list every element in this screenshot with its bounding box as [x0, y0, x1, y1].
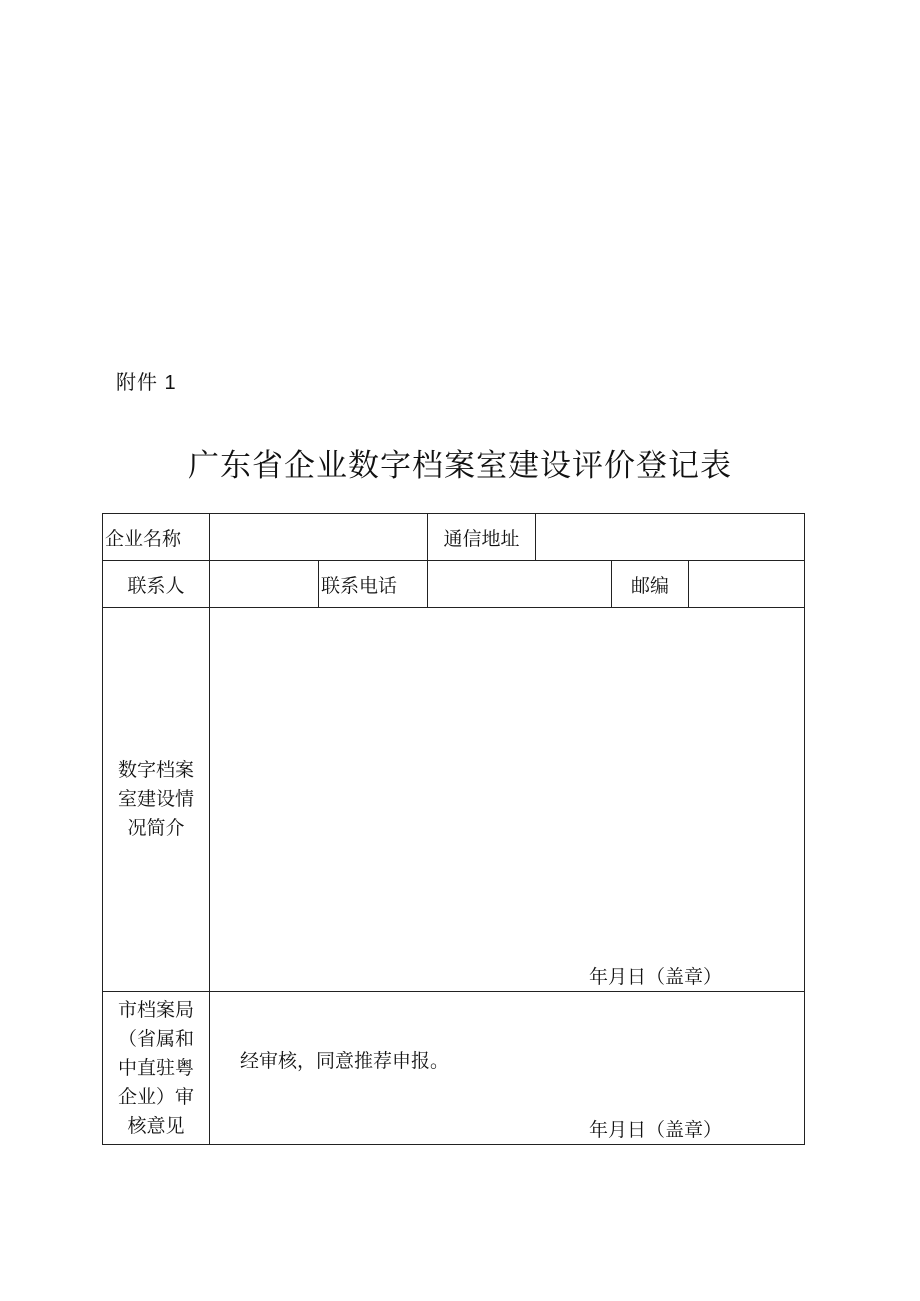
company-name-field[interactable] — [210, 514, 428, 561]
review-label-line: 中直驻粤 — [117, 1056, 194, 1079]
form-row-review — [103, 992, 805, 1145]
attachment-label: 附件 1 — [116, 372, 177, 394]
postcode-field[interactable] — [689, 561, 805, 608]
review-label-line: 企业）审 — [117, 1085, 194, 1108]
review-date-stamp: 年月日（盖章） — [589, 1119, 723, 1141]
form-row-company — [103, 514, 805, 561]
registration-form-table — [102, 513, 805, 1145]
review-label — [103, 992, 210, 1145]
form-title: 广东省企业数字档案室建设评价登记表 — [188, 448, 732, 484]
contact-person-label: 联系人 — [103, 561, 210, 608]
intro-date-stamp: 年月日（盖章） — [589, 966, 723, 988]
address-field[interactable] — [536, 514, 805, 561]
phone-label: 联系电话 — [319, 561, 428, 608]
intro-label-line: 数字档案 — [117, 759, 194, 781]
contact-person-field[interactable] — [210, 561, 319, 608]
review-label-line: （省属和 — [117, 1027, 194, 1050]
review-label-line: 市档案局 — [117, 998, 194, 1021]
review-opinion-text: 经审核，同意推荐申报。 — [240, 1050, 450, 1072]
intro-field[interactable] — [210, 608, 805, 992]
form-row-contact — [103, 561, 805, 608]
postcode-label: 邮编 — [612, 561, 689, 608]
company-name-label: 企业名称 — [103, 514, 210, 561]
form-row-intro — [103, 608, 805, 992]
intro-label — [103, 608, 210, 992]
intro-label-line: 况简介 — [127, 817, 185, 839]
review-label-line: 核意见 — [127, 1114, 185, 1137]
intro-label-line: 室建设情 — [117, 788, 194, 810]
address-label: 通信地址 — [428, 514, 536, 561]
review-field[interactable] — [210, 992, 805, 1145]
phone-field[interactable] — [428, 561, 612, 608]
